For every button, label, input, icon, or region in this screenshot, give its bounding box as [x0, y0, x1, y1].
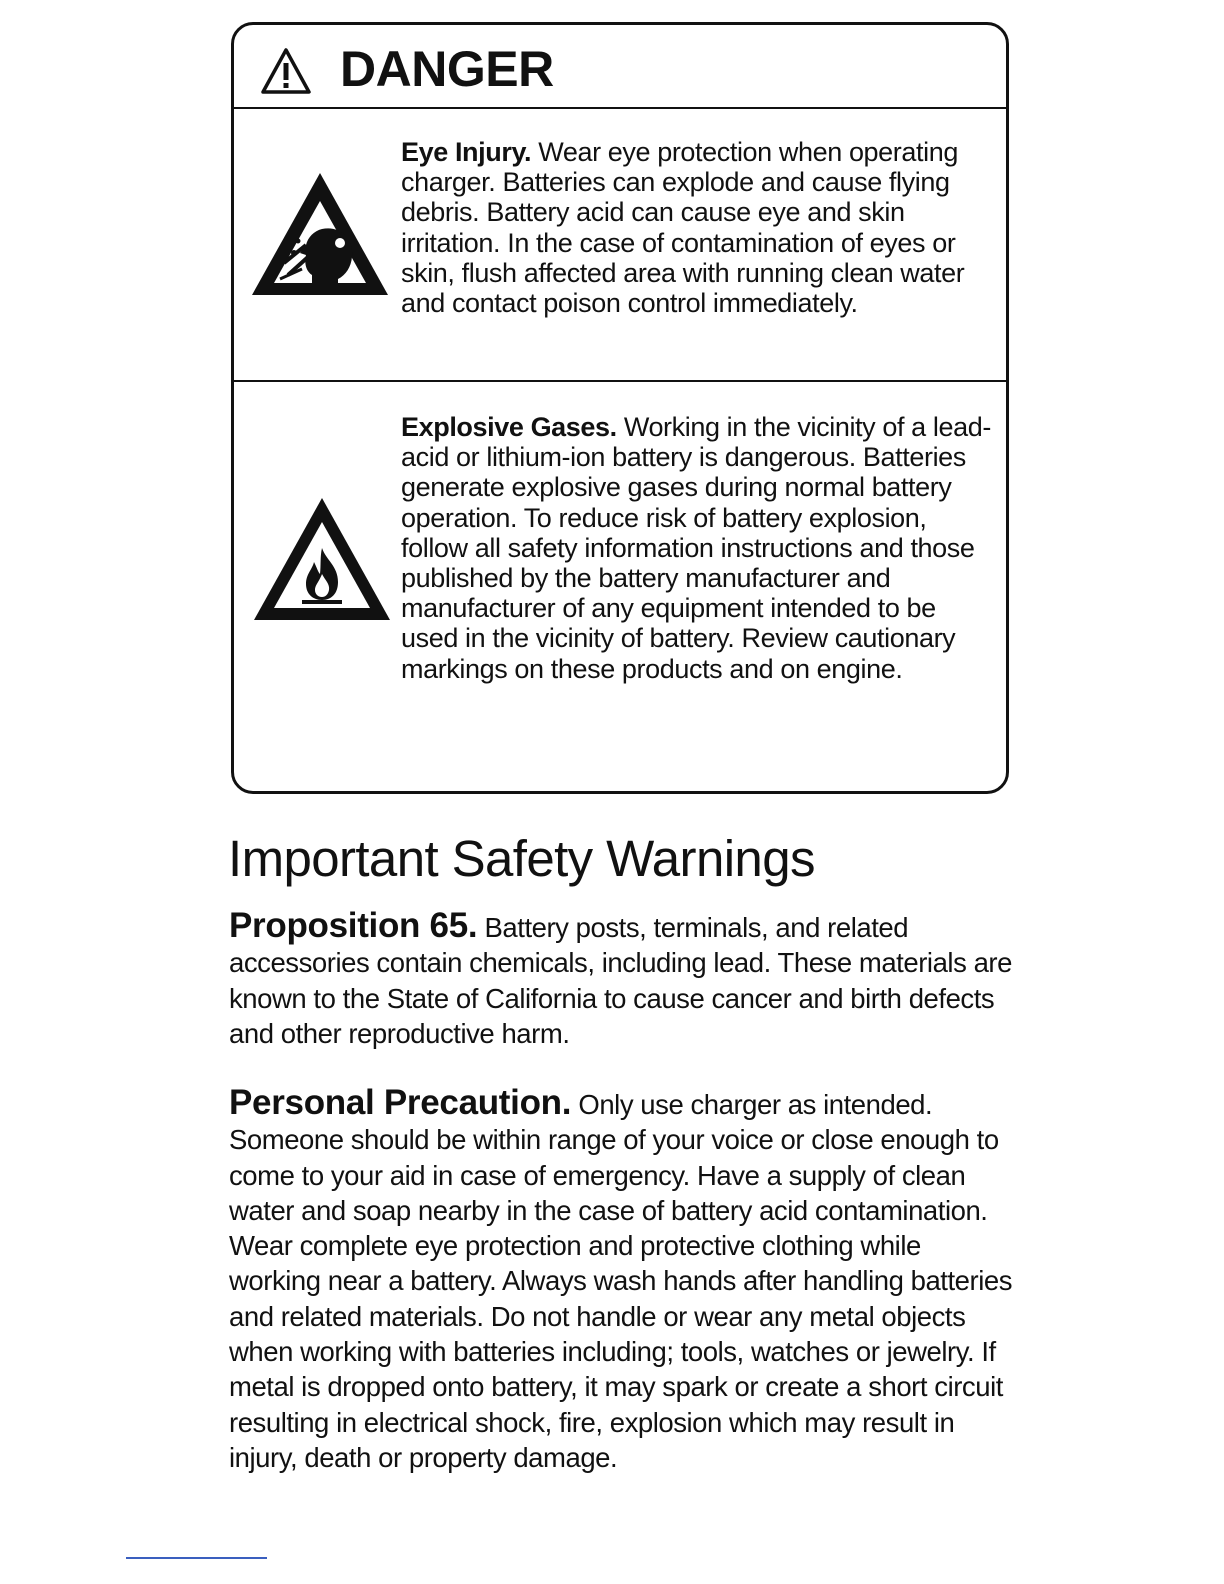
personal-precaution-body: Only use charger as intended. Someone should be within range of your voice or close enough to come to your aid in case of emergency. Have a supply of clean water and soap nearby in the case of battery acid contamination. Wear complete eye protection and protective clothing while working near a battery. Always wash hands after handling batteries and related materials. Do not handle or wear any metal objects when working with batteries including; tools, watches or jewelry. If metal is dropped onto battery, it may spark or create a short circuit resulting in electrical shock, fire, explosion which may result in injury, death or property damage.: [229, 1089, 1013, 1473]
eye-injury-heading: Eye Injury.: [401, 137, 532, 167]
danger-box: [231, 22, 1009, 794]
danger-header: [234, 25, 1006, 109]
personal-precaution-heading: Personal Precaution.: [229, 1083, 572, 1122]
proposition-65-paragraph: [229, 908, 1019, 1051]
proposition-65-body: Battery posts, terminals, and related accessories contain chemicals, including lead. These materials are known to the State of California to cause cancer and birth defects and other reproductive harm.: [229, 912, 1012, 1049]
danger-title: DANGER: [340, 41, 554, 97]
proposition-65-heading: Proposition 65.: [229, 906, 478, 945]
eye-injury-body: Wear eye protection when operating charger. Batteries can explode and cause flying debris. Battery acid can cause eye and skin irritation. In the case of contamination of eyes or skin, flush affected area with running clean water and contact poison control immediately.: [401, 137, 965, 319]
warning-triangle-icon: [260, 47, 312, 95]
personal-precaution-paragraph: [229, 1085, 1019, 1475]
explosive-gases-body: Working in the vicinity of a lead-acid or lithium-ion battery is dangerous. Batteries generate explosive gases during normal battery operation. To reduce risk of battery explosion, follow all safety information instructions and those published by the battery manufacturer and manufacturer of any equipment intended to be used in the vicinity of battery. Review cautionary markings on these products and on engine.: [401, 412, 991, 684]
eye-injury-icon: [250, 171, 390, 297]
flammable-icon: [252, 496, 392, 622]
page-title: Important Safety Warnings: [228, 830, 815, 887]
explosive-gases-text: [401, 412, 991, 684]
footer-rule: [126, 1557, 267, 1559]
explosive-gases-heading: Explosive Gases.: [401, 412, 617, 442]
eye-injury-section: [234, 109, 1006, 382]
eye-injury-text: [401, 137, 991, 318]
explosive-gases-section: [234, 382, 1006, 794]
